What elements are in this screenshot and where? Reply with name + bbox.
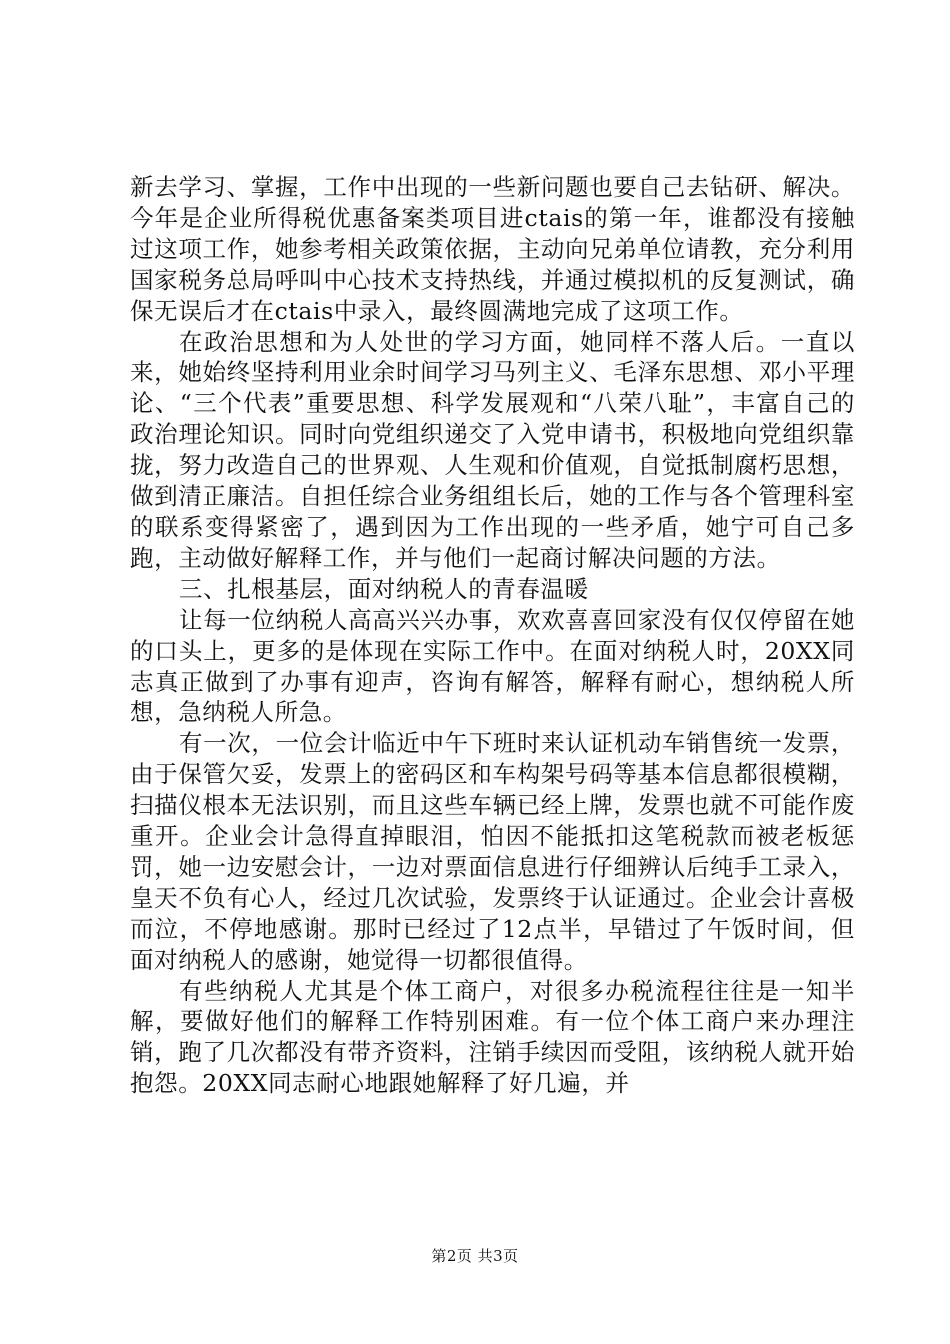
paragraph-3: 让每一位纳税人高高兴兴办事，欢欢喜喜回家没有仅仅停留在她的口头上，更多的是体现在实际工作中。在面对纳税人时，20XX同志真正做到了办事有迎声，咨询有解答，解释有耐心，想纳税人所想，急纳税人所急。 (130, 605, 855, 727)
paragraph-5: 有些纳税人尤其是个体工商户，对很多办税流程往往是一知半解，要做好他们的解释工作特别困难。有一位个体工商户来办理注销，跑了几次都没有带齐资料，注销手续因而受阻，该纳税人就开始抱怨。20XX同志耐心地跟她解释了好几遍，并 (130, 976, 855, 1098)
paragraph-1: 新去学习、掌握，工作中出现的一些新问题也要自己去钻研、解决。今年是企业所得税优惠备案类项目进ctais的第一年，谁都没有接触过这项工作，她参考相关政策依据，主动向兄弟单位请教，充分利用国家税务总局呼叫中心技术支持热线，并通过模拟机的反复测试，确保无误后才在ctais中录入，最终圆满地完成了这项工作。 (130, 173, 855, 325)
section-heading: 三、扎根基层，面对纳税人的青春温暖 (179, 574, 589, 603)
document-body (130, 172, 855, 1099)
paragraph-2: 在政治思想和为人处世的学习方面，她同样不落人后。一直以来，她始终坚持利用业余时间学习马列主义、毛泽东思想、邓小平理论、“三个代表”重要思想、科学发展观和“八荣八耻”，丰富自己的政治理论知识。同时向党组织递交了入党申请书，积极地向党组织靠拢，努力改造自己的世界观、人生观和价值观，自觉抵制腐朽思想，做到清正廉洁。自担任综合业务组组长后，她的工作与各个管理科室的联系变得紧密了，遇到因为工作出现的一些矛盾，她宁可自己多跑，主动做好解释工作，并与他们一起商讨解决问题的方法。 (130, 327, 855, 572)
paragraph-4: 有一次，一位会计临近中午下班时来认证机动车销售统一发票，由于保管欠妥，发票上的密码区和车构架号码等基本信息都很模糊，扫描仪根本无法识别，而且这些车辆已经上牌，发票也就不可能作废重开。企业会计急得直掉眼泪，怕因不能抵扣这笔税款而被老板惩罚，她一边安慰会计，一边对票面信息进行仔细辨认后纯手工录入，皇天不负有心人，经过几次试验，发票终于认证通过。企业会计喜极而泣，不停地感谢。那时已经过了12点半，早错过了午饭时间，但面对纳税人的感谢，她觉得一切都很值得。 (130, 729, 855, 974)
page-footer: 第2页 共3页 (431, 1247, 519, 1265)
